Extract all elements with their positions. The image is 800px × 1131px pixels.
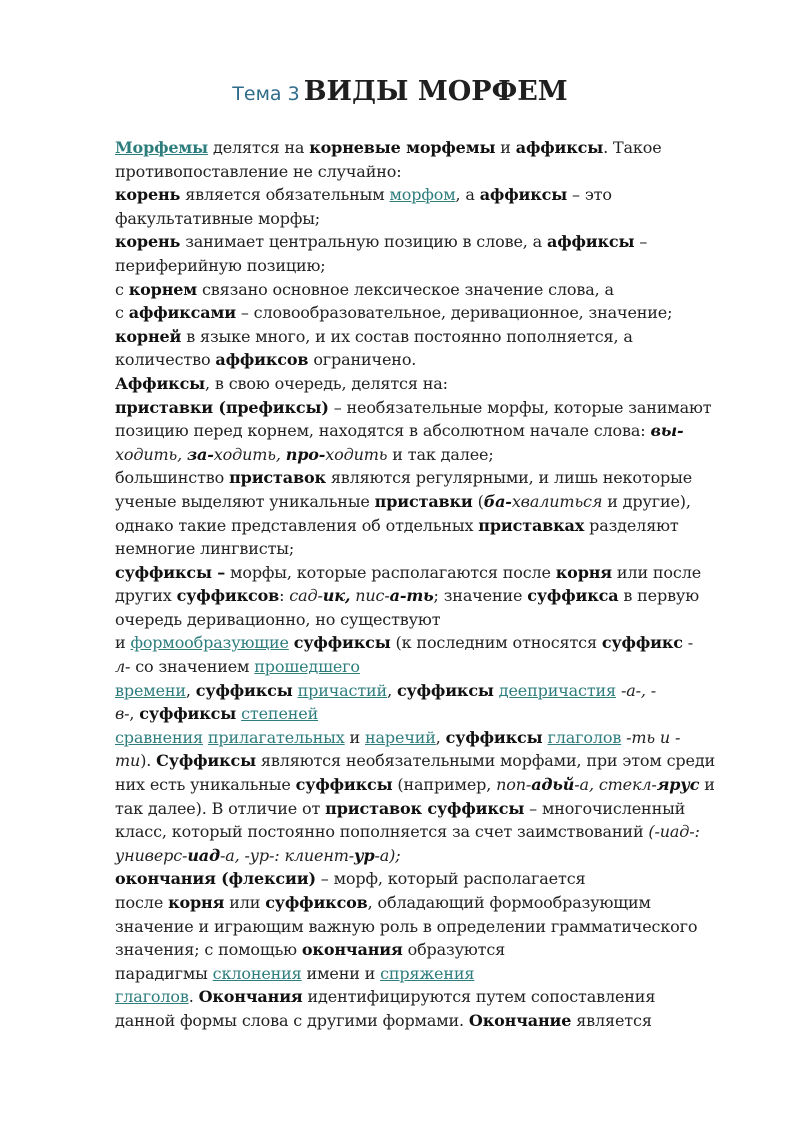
text-line: ходить, за-ходить, про-ходить и так далее; xyxy=(115,444,494,464)
text-line: корней в языке много, и их состав постоянно пополняется, а xyxy=(115,326,633,346)
text-line: и формообразующие суффиксы (к последним относятся суффикс - xyxy=(115,633,694,653)
text-line: ти). Суффиксы являются необязательными морфами, при этом среди xyxy=(115,751,716,771)
text-line: большинство приставок являются регулярными, и лишь некоторые xyxy=(115,468,693,488)
text-line: времени, суффиксы причастий, суффиксы деепричастия -а-, - xyxy=(115,680,656,700)
text-line: так далее). В отличие от приставок суффиксы – многочисленный xyxy=(115,798,686,818)
text-line: Морфемы делятся на корневые морфемы и аффиксы. Такое xyxy=(115,138,662,157)
text-line: позицию перед корнем, находятся в абсолютном начале слова: вы- xyxy=(115,421,684,441)
link-vremeni[interactable]: времени xyxy=(115,680,186,700)
link-prichastiy[interactable]: причастий xyxy=(297,680,388,700)
link-spryazheniya[interactable]: спряжения xyxy=(380,963,475,983)
text-line: ученые выделяют уникальные приставки (ба-хвалиться и другие), xyxy=(115,491,691,511)
body-text xyxy=(115,136,755,1033)
text-line: количество аффиксов ограничено. xyxy=(115,350,417,370)
text-line: очередь деривационно, но существуют xyxy=(115,609,441,629)
text-line: Аффиксы, в свою очередь, делятся на: xyxy=(115,373,448,393)
text-line: факультативные морфы; xyxy=(115,208,321,228)
text-line: значения; с помощью окончания образуются xyxy=(115,940,506,960)
text-line: л- со значением прошедшего xyxy=(115,657,360,677)
link-formoobrazuyushchie[interactable]: формообразующие xyxy=(130,633,289,653)
text-line: корень занимает центральную позицию в слове, а аффиксы – xyxy=(115,232,648,252)
text-line: суффиксы – морфы, которые располагаются после корня или после xyxy=(115,562,702,582)
text-line: в-, суффиксы степеней xyxy=(115,704,319,724)
text-line: периферийную позицию; xyxy=(115,255,326,275)
link-morfemy[interactable]: Морфемы xyxy=(115,138,209,157)
link-deeprichastiya[interactable]: деепричастия xyxy=(498,680,616,700)
text-line: однако такие представления об отдельных приставках разделяют xyxy=(115,515,679,535)
text-line: приставки (префиксы) – необязательные морфы, которые занимают xyxy=(115,397,712,417)
text-line: значение и играющим важную роль в определении грамматического xyxy=(115,916,698,936)
link-proshedshego[interactable]: прошедшего xyxy=(254,657,360,677)
text-line: сравнения прилагательных и наречий, суффиксы глаголов -ть и - xyxy=(115,727,681,747)
text-line: корень является обязательным морфом, а аффиксы – это xyxy=(115,185,612,205)
text-line: универс-иад-а, -ур-: клиент-ур-а); xyxy=(115,845,401,865)
topic-label: Тема 3 xyxy=(232,83,300,105)
text-line: после корня или суффиксов, обладающий формообразующим xyxy=(115,893,651,912)
link-sravneniya[interactable]: сравнения xyxy=(115,727,203,747)
text-line: противопоставление не случайно: xyxy=(115,161,402,181)
text-line: с аффиксами – словообразовательное, деривационное, значение; xyxy=(115,303,673,323)
text-line: класс, который постоянно пополняется за счет заимствований (-иад-: xyxy=(115,822,700,842)
link-narechiy[interactable]: наречий xyxy=(365,727,436,747)
text-line: глаголов. Окончания идентифицируются путем сопоставления xyxy=(115,987,656,1007)
link-stepeney[interactable]: степеней xyxy=(241,704,319,724)
link-prilagatelnykh[interactable]: прилагательных xyxy=(207,727,345,747)
link-glagolov-2[interactable]: глаголов xyxy=(115,987,189,1007)
link-glagolov[interactable]: глаголов xyxy=(547,727,622,747)
text-line: данной формы слова с другими формами. Окончание является xyxy=(115,1010,652,1030)
text-line: окончания (флексии) – морф, который располагается xyxy=(115,869,586,889)
link-skloneniya[interactable]: склонения xyxy=(212,963,302,983)
link-morfom[interactable]: морфом xyxy=(389,185,456,205)
text-line: других суффиксов: сад-ик, пис-а-ть; значение суффикса в первую xyxy=(115,586,699,606)
text-line: них есть уникальные суффиксы (например, поп-адьй-а, стекл-ярус и xyxy=(115,775,715,795)
text-line: немногие лингвисты; xyxy=(115,539,295,559)
topic-title: ВИДЫ МОРФЕМ xyxy=(303,76,568,107)
text-line: парадигмы склонения имени и спряжения xyxy=(115,963,475,983)
page-title xyxy=(0,76,800,107)
text-line: с корнем связано основное лексическое значение слова, а xyxy=(115,279,614,299)
